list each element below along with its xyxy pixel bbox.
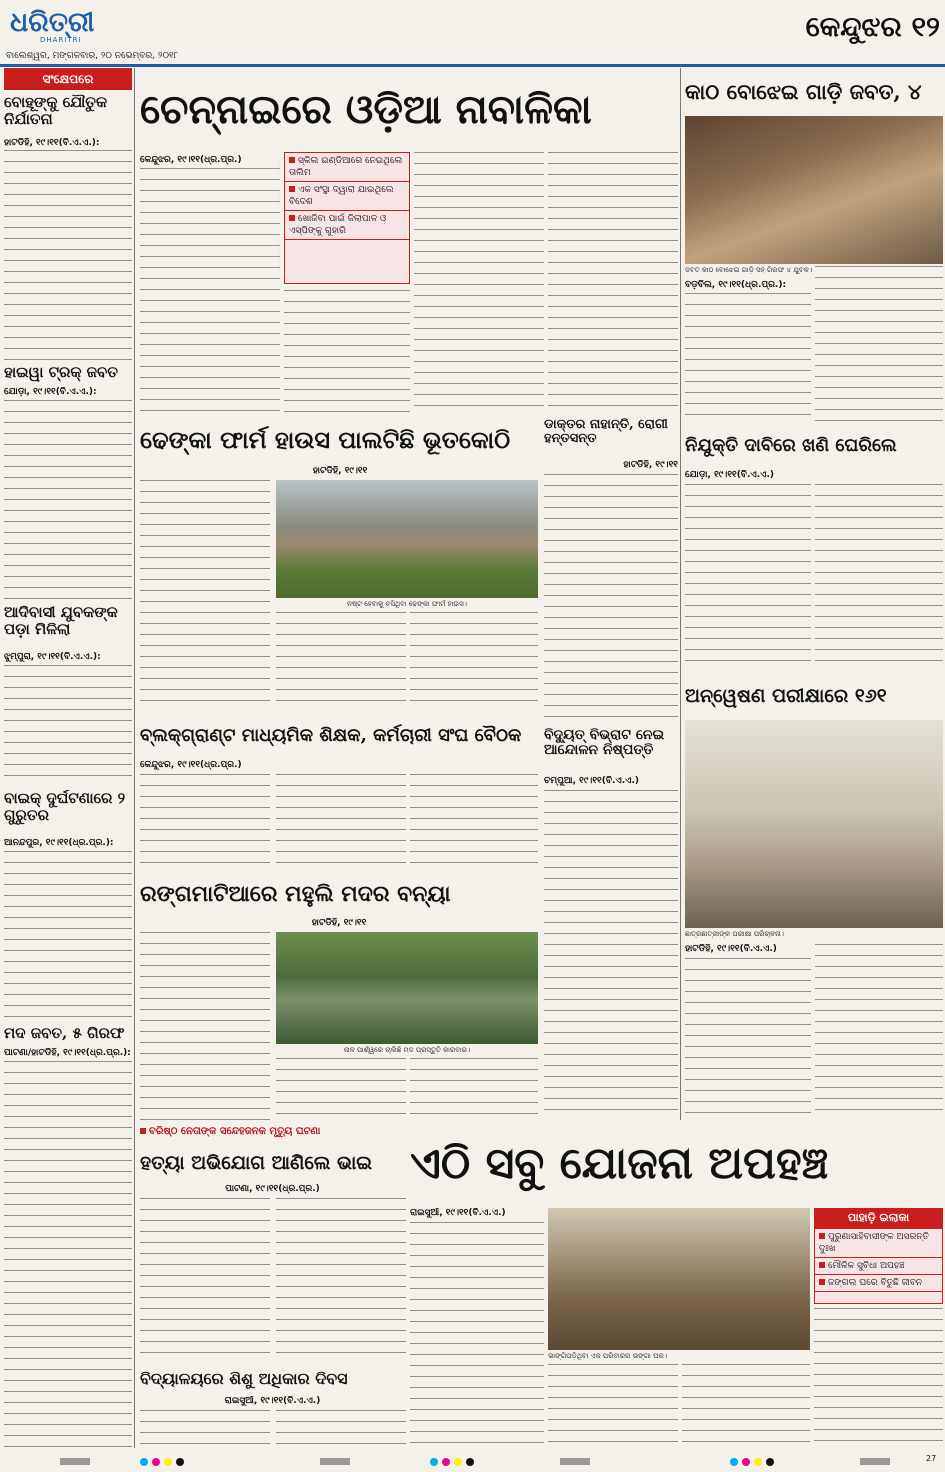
black-mark [466,1458,474,1466]
teachers-body [140,774,270,868]
exam-headline: ଅନ୍ୱେଷଣ ପରୀକ୍ଷାରେ ୧୬୧ [685,685,887,707]
exam-body [685,958,811,1118]
ghost-caption: ନଷ୍ଟ ହେବାକୁ ବସିଥିବା ଢେଙ୍କା ଫାର୍ମ ହାଉସ। [347,600,467,608]
lead-highlight-item: ଖୋଜିବା ପାଇଁ ଜିଲାପାଳ ଓ ଏସ୍‌ପିଙ୍କୁ ଗୁହାରି [285,211,409,240]
lead-highlight-item: ଏକ ସଂସ୍ଥା ଦ୍ୱାରା ଯାଇଥିଲେ ବିଦେଶ [285,182,409,211]
schemes-box-title: ପାହାଡ଼ି ଇଲାକା [814,1208,943,1228]
ghost-body [140,480,270,710]
ghost-body [410,612,538,710]
schemes-body [548,1364,678,1450]
yellow-mark [164,1458,172,1466]
schemes-photo [548,1208,810,1350]
brief-byline: ହାଟଡିହି, ୧୯।୧୧(ବି.ଏ.ଏ.): [4,138,100,148]
newspaper-logo: ଧରିତ୍ରୀ [10,8,95,38]
liquor-body [276,1058,406,1120]
workers-body [685,484,811,668]
murder-body [140,1198,270,1358]
cyan-mark [430,1458,438,1466]
brief-headline: ବାଇକ୍ ଦୁର୍ଘଟଣାରେ ୨ ଗୁରୁତର [4,790,126,824]
child-byline: ରାଇସୁଆଁ, ୧୯।୧୧(ବି.ଏ.ଏ.) [224,1396,321,1406]
workers-byline: ଯୋଡ଼ା, ୧୯।୧୧(ବି.ଏ.ଏ.) [685,470,774,480]
ghost-headline: ଢେଙ୍କା ଫାର୍ମ ହାଉସ ପାଲଟିଛି ଭୂତକୋଠି [140,425,511,454]
exam-byline: ହାଟଡିହି, ୧୯।୧୧(ବି.ଏ.ଏ.) [685,944,777,954]
liquor-headline: ରଙ୍ଗମାଟିଆରେ ମହୁଲି ମଦର ବନ୍ୟା [140,881,451,907]
exam-body [815,944,943,1118]
yellow-mark [754,1458,762,1466]
lead-body [140,168,280,413]
magenta-mark [152,1458,160,1466]
column-divider [134,68,135,1448]
lead-highlight-item: ସ୍କିଲ ଇଣ୍ଡିଆରେ ନେଇଥିଲେ ତାଲିମ [285,153,409,182]
schemes-body [814,1308,943,1450]
magenta-mark [742,1458,750,1466]
brief-body [4,1061,132,1449]
ghost-body [276,612,406,710]
masthead-rule [0,64,945,67]
black-mark [176,1458,184,1466]
wood-body [815,266,943,423]
murder-kicker: ବରିଷ୍ଠ ନେତାଙ୍କ ସନ୍ଦେହଜନକ ମୃତ୍ୟୁ ଘଟଣା [140,1126,405,1144]
schemes-byline: ରାଇସୁଆଁ, ୧୯।୧୧(ବି.ଏ.ଏ.) [410,1208,506,1218]
wood-byline: ବଡ଼ବିଲ, ୧୯।୧୧(ଧ୍ର.ପ୍ର.): [685,280,787,290]
brief-body [4,665,132,785]
black-mark [766,1458,774,1466]
wood-headline: କାଠ ବୋଝେଇ ଗାଡ଼ି ଜବତ, ୪ [685,79,922,104]
doctor-body [544,474,678,724]
teachers-byline: କେନ୍ଦୁଝର, ୧୯।୧୧(ଧ୍ର.ପ୍ର.) [140,760,242,770]
murder-byline: ପାଟଣା, ୧୯।୧୧(ଧ୍ର.ପ୍ର.) [225,1184,320,1194]
exam-caption: ଛାତ୍ରଛାତ୍ରୀଙ୍କ ପରୀକ୍ଷା ପରିଚାଳନା। [685,930,784,938]
liquor-caption: ନାଳ ପାର୍ଶ୍ୱରେ ଚାଲିଛି ମଦ ପ୍ରସ୍ତୁତି କାରବାର। [343,1046,471,1054]
schemes-headline: ଏଠି ସବୁ ଯୋଜନା ଅପହଞ୍ଚ [410,1138,829,1189]
liquor-byline: ହାଟଡିହି, ୧୯।୧୧ [311,918,367,928]
workers-headline: ନିଯୁକ୍ତି ଦାବିରେ ଖଣି ଘେରିଲେ [685,435,897,456]
print-footer [0,1452,945,1472]
murder-body [276,1198,406,1358]
liquor-body [140,932,270,1120]
liquor-photo [276,932,538,1044]
print-mark [320,1458,350,1465]
exam-photo [685,720,943,928]
cyan-mark [730,1458,738,1466]
electric-byline: ଚମ୍ପୁଆ, ୧୯।୧୧(ବି.ଏ.ଏ.) [544,776,639,786]
schemes-box-item: ପୁରୁଣାସାହିବାସୀଙ୍କ ଅସରନ୍ତି ଦୁଃଖ [815,1229,942,1258]
murder-headline: ହତ୍ୟା ଅଭିଯୋଗ ଆଣିଲେ ଭାଇ [140,1152,373,1174]
schemes-box-item: ମୌଳିକ ସୁବିଧା ଅପହଞ୍ଚ [815,1258,942,1275]
brief-headline: ମଦ ଜବତ, ୫ ଗିରଫ [4,1025,125,1042]
lead-body [548,152,678,413]
electric-body [544,790,678,1120]
page-number: 27 [926,1454,937,1463]
ghost-photo [276,480,538,598]
print-mark [560,1458,590,1465]
dateline: ବାଲେଶ୍ୱର, ମଙ୍ଗଳବାର, ୨୦ ନଭେମ୍ବର, ୨୦୧୮ [6,51,179,61]
schemes-body [682,1364,810,1450]
brief-headline: ଆଦିବାସୀ ଯୁବକଙ୍କ ପଡ଼ା ମିଳିଲା [4,604,118,638]
wood-caption: ଜବତ କାଠ ବୋଝେଇ ଗାଡ଼ି ସହ ଗିରଫ ୪ ଯୁବକ। [685,266,813,274]
page-label: କେନ୍ଦୁଝର ୧୨ [805,10,940,43]
child-body [140,1410,270,1450]
teachers-body [410,774,538,868]
child-headline: ବିଦ୍ୟାଳୟରେ ଶିଶୁ ଅଧିକାର ଦିବସ [140,1369,348,1388]
brief-headline: ହାଇୱା ଟ୍ରକ୍ ଜବତ [4,364,118,381]
lead-highlight-box [284,152,410,284]
schemes-caption: ଭାଙ୍ଗିପଡ଼ିଥିବା ଏକ ପରିବାରର ଭଙ୍ଗା ଘର। [548,1352,667,1360]
magenta-mark [442,1458,450,1466]
briefs-tag: ସଂକ୍ଷେପରେ [4,68,132,90]
ghost-byline: ହାଟଡିହି, ୧୯।୧୧ [312,466,368,476]
schemes-box [814,1228,943,1304]
cyan-mark [140,1458,148,1466]
child-body [276,1410,406,1450]
brief-body [4,400,132,600]
schemes-body [410,1222,544,1450]
teachers-headline: ବ୍ଲକ୍‌ଗ୍ରାଣ୍ଟ ମାଧ୍ୟମିକ ଶିକ୍ଷକ, କର୍ମଚାରୀ ସଂଘ ବୈଠକ [140,725,522,746]
brief-headline: ବୋହୂଙ୍କୁ ଯୌତୁକ ନିର୍ଯାତନା [4,94,108,128]
doctor-headline: ଡାକ୍ତର ନାହାନ୍ତି, ରୋଗୀ ହନ୍ତସନ୍ତ [544,418,668,447]
lead-body [284,290,410,413]
doctor-byline: ହାଟଡିହି, ୧୯।୧୧ [623,460,678,470]
newspaper-logo-sub: DHARITRI [40,36,82,44]
liquor-body [410,1058,538,1120]
yellow-mark [454,1458,462,1466]
column-divider [680,68,681,1120]
brief-byline: ଝୁମ୍ପୁରା, ୧୯।୧୧(ବି.ଏ.ଏ.): [4,652,101,662]
print-mark [860,1458,890,1465]
lead-body [414,152,544,413]
workers-body [815,484,943,668]
electric-headline: ବିଦ୍ୟୁତ୍ ବିଭ୍ରାଟ ନେଇ ଆନ୍ଦୋଳନ ନିଷ୍ପତ୍ତି [544,728,665,759]
brief-byline: ଯୋଡ଼ା, ୧୯।୧୧(ବି.ଏ.ଏ.): [4,387,97,397]
teachers-body [276,774,406,868]
wood-photo [685,116,943,264]
brief-byline: ଆନନ୍ଦପୁର, ୧୯।୧୧(ଧ୍ର.ପ୍ର.): [4,838,114,848]
lead-byline: କେନ୍ଦୁଝର, ୧୯।୧୧(ଧ୍ର.ପ୍ର.) [140,155,242,165]
brief-body [4,851,132,1021]
schemes-box-item: ଜଙ୍ଗଲ ଘରେ ବିତୁଛି ଜୀବନ [815,1275,942,1292]
brief-byline: ପାଟଣା/ହାଟଡିହି, ୧୯।୧୧(ଧ୍ର.ପ୍ର.): [4,1048,131,1058]
brief-body [4,150,132,360]
wood-body [685,293,811,423]
lead-headline: ଚେନ୍ନାଇରେ ଓଡ଼ିଆ ନାବାଳିକା [140,86,592,133]
print-mark [60,1458,90,1465]
